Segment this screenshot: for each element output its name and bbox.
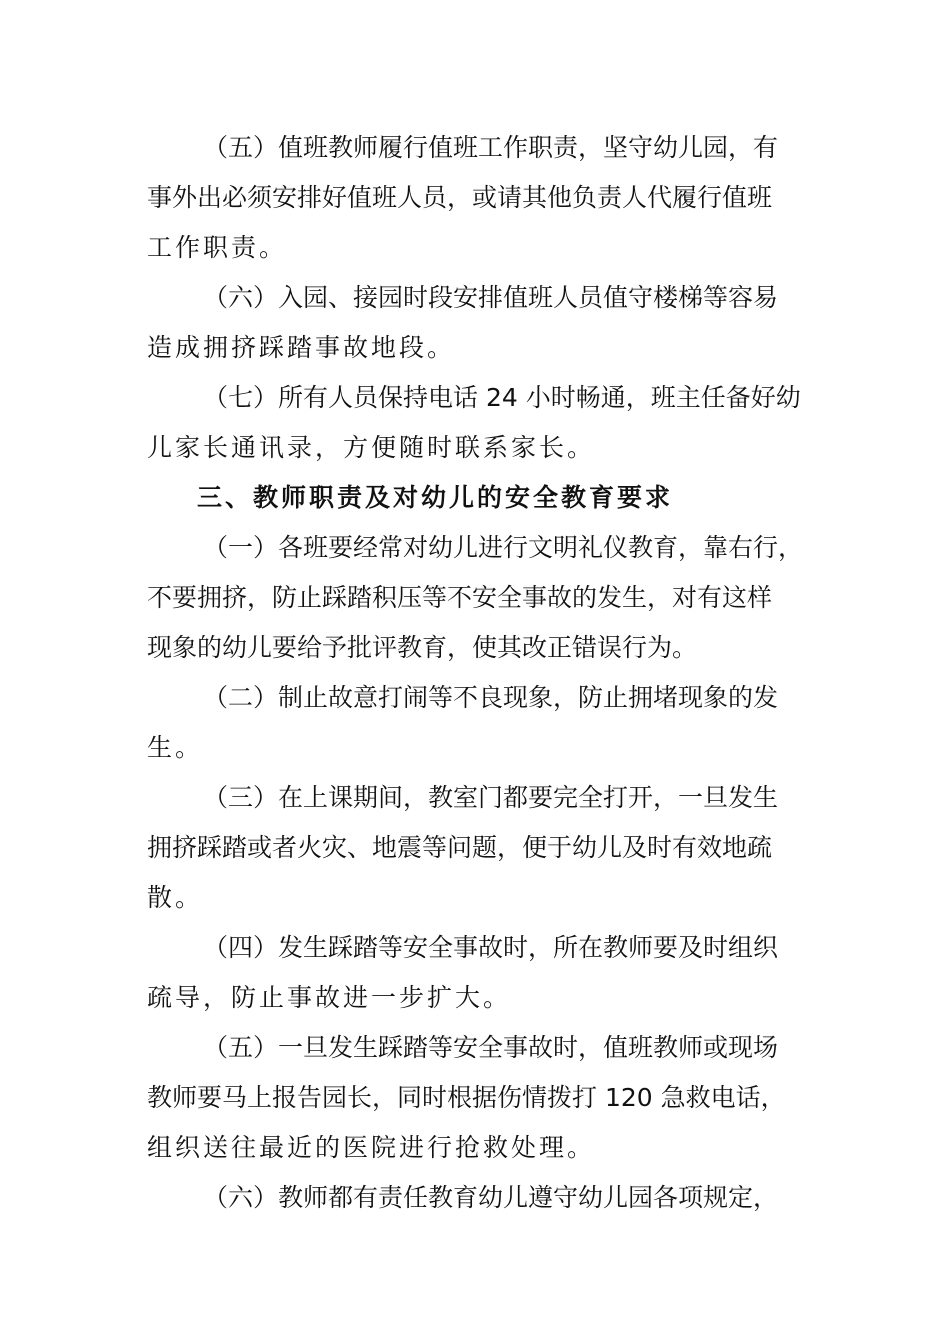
paragraph-line: 造成拥挤踩踏事故地段。 (147, 333, 456, 362)
paragraph-line: （四）发生踩踏等安全事故时，所在教师要及时组织 (203, 933, 779, 962)
paragraph-line: 儿家长通讯录，方便随时联系家长。 (147, 433, 596, 462)
paragraph-line: 工作职责。 (147, 233, 288, 262)
paragraph-line: （一）各班要经常对幼儿进行文明礼仪教育，靠右行， (203, 533, 804, 562)
paragraph-line: 生。 (147, 733, 204, 762)
paragraph-line: （三）在上课期间，教室门都要完全打开，一旦发生 (203, 783, 779, 812)
paragraph-line: （二）制止故意打闹等不良现象，防止拥堵现象的发 (203, 683, 779, 712)
paragraph-line: 拥挤踩踏或者火灾、地震等问题，便于幼儿及时有效地疏 (147, 833, 773, 862)
paragraph-line: 不要拥挤，防止踩踏积压等不安全事故的发生，对有这样 (147, 583, 773, 612)
section-heading: 三、教师职责及对幼儿的安全教育要求 (197, 483, 674, 512)
paragraph-line: （五）值班教师履行值班工作职责，坚守幼儿园，有 (203, 133, 779, 162)
paragraph-line: （七）所有人员保持电话 24 小时畅通，班主任备好幼 (203, 383, 801, 412)
paragraph-line: （六）入园、接园时段安排值班人员值守楼梯等容易 (203, 283, 779, 312)
paragraph-line: 组织送往最近的医院进行抢救处理。 (147, 1133, 596, 1162)
paragraph-line: 现象的幼儿要给予批评教育，使其改正错误行为。 (147, 633, 698, 662)
paragraph-line: 疏导，防止事故进一步扩大。 (147, 983, 512, 1012)
paragraph-line: （五）一旦发生踩踏等安全事故时，值班教师或现场 (203, 1033, 779, 1062)
paragraph-line: 教师要马上报告园长，同时根据伤情拨打 120 急救电话， (147, 1083, 786, 1112)
paragraph-line: 事外出必须安排好值班人员，或请其他负责人代履行值班 (147, 183, 773, 212)
paragraph-line: （六）教师都有责任教育幼儿遵守幼儿园各项规定， (203, 1183, 779, 1212)
paragraph-line: 散。 (147, 883, 204, 912)
